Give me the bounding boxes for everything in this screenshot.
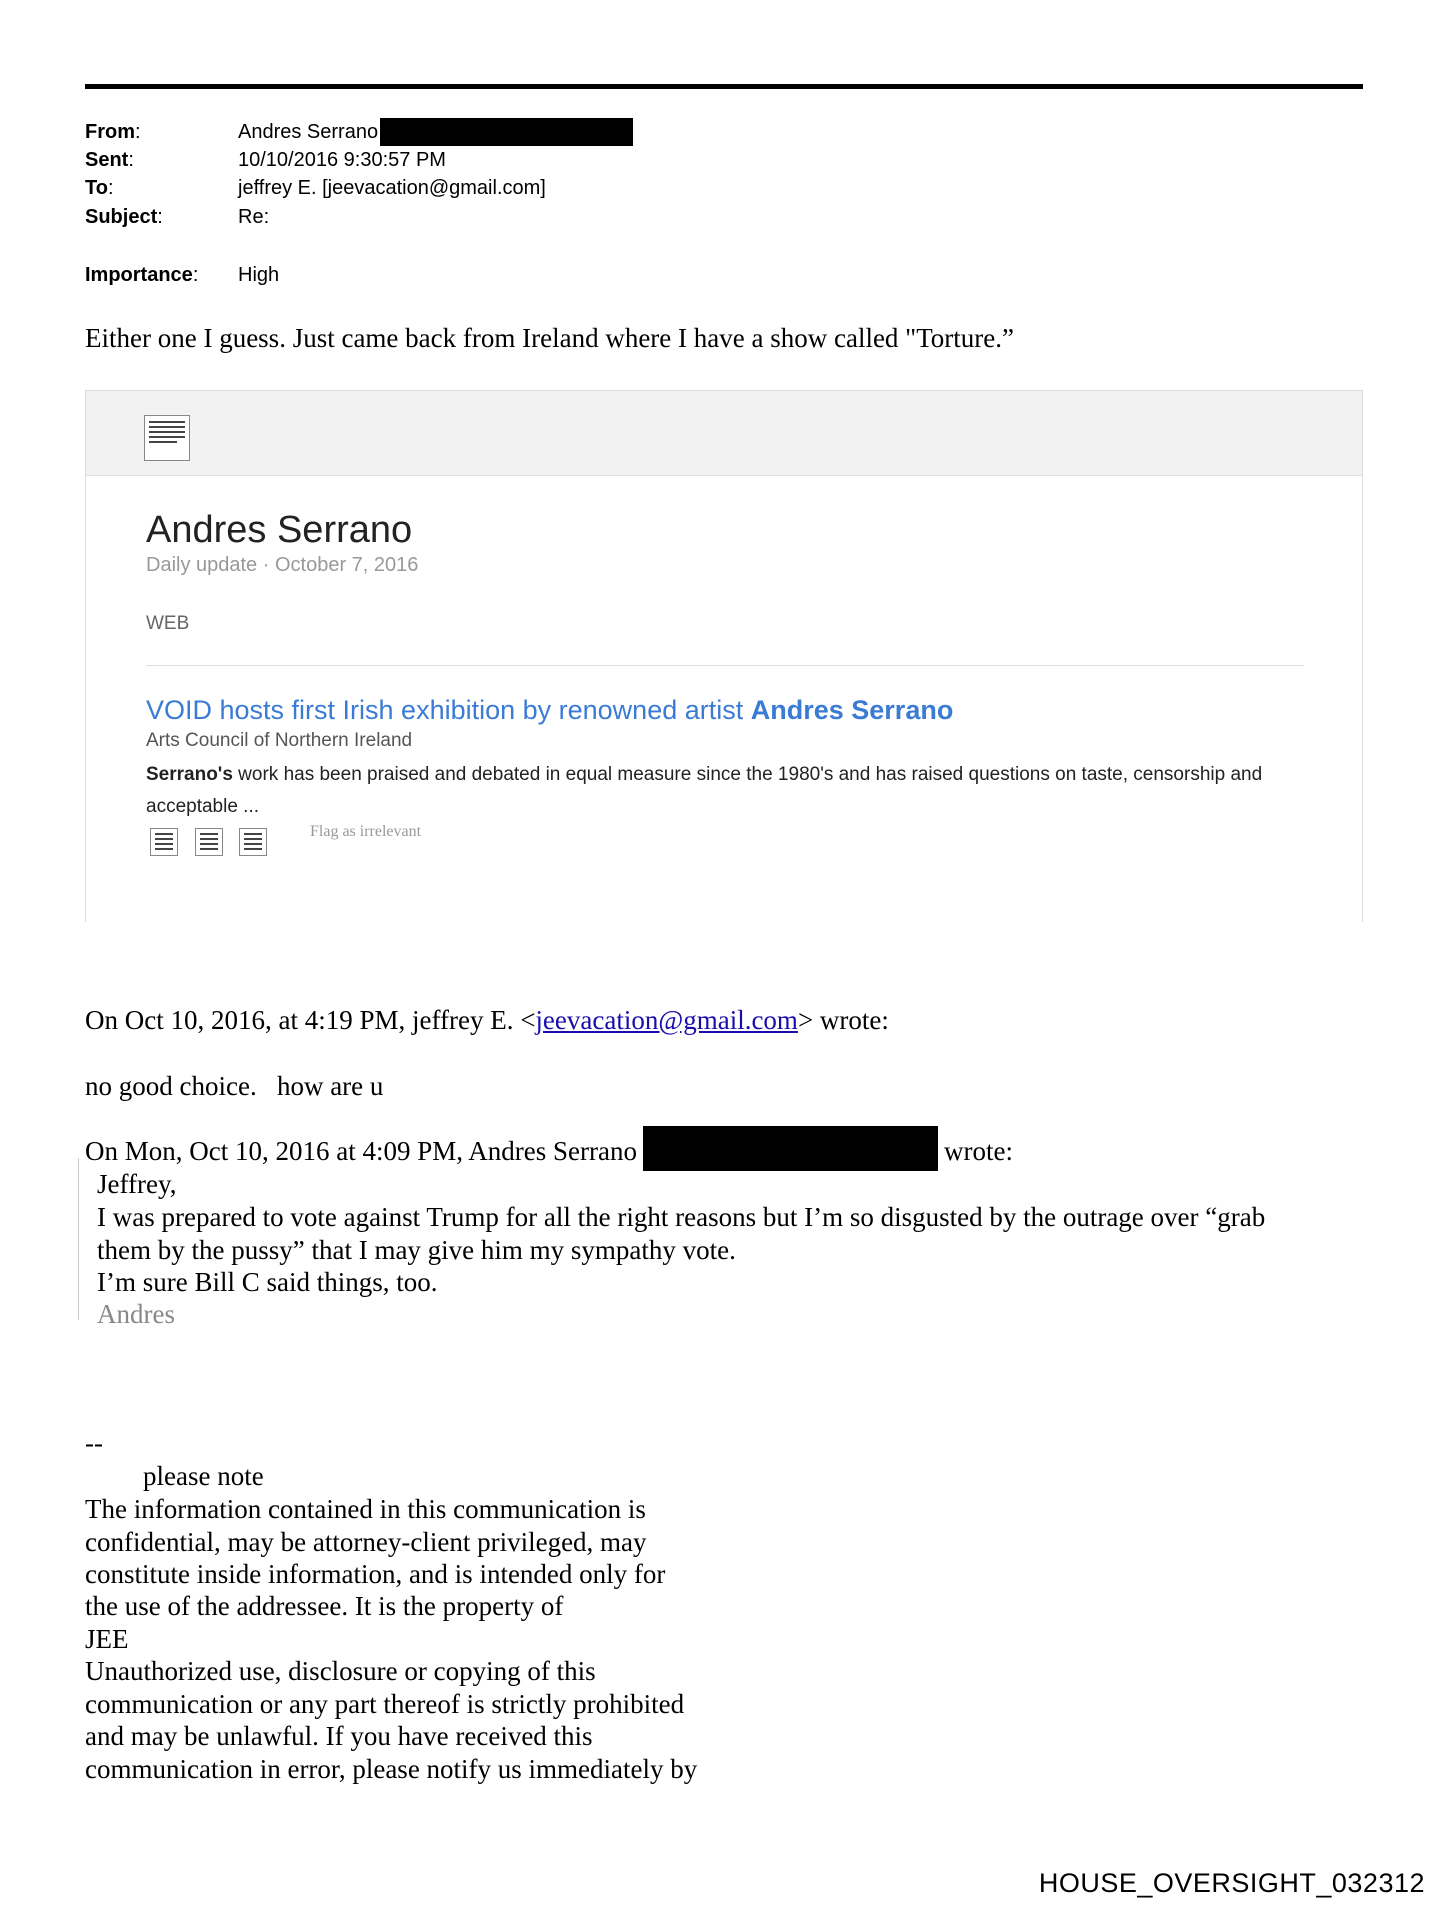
disclaimer-line: The information contained in this communication is [85,1494,646,1524]
article-title-link[interactable]: VOID hosts first Irish exhibition by renowned artist Andres Serrano [146,695,954,725]
reply1-header: On Oct 10, 2016, at 4:19 PM, jeffrey E. <jeevacation@gmail.com> wrote: [85,1005,889,1035]
card-section-label: WEB [146,613,190,634]
signature-note: please note [143,1461,264,1491]
sent-label: Sent: [85,149,134,171]
redaction-box [643,1126,938,1171]
article-snippet: Serrano's work has been praised and debated in equal measure since the 1980's and has raised questions on taste, censorship and acceptable ... [146,764,1263,817]
sent-value: 10/10/2016 9:30:57 PM [238,149,446,171]
disclaimer-line: the use of the addressee. It is the property of [85,1591,564,1621]
body-line: Either one I guess. Just came back from Ireland where I have a show called "Torture.” [85,323,1015,353]
quote-bar [78,1158,79,1320]
quoted-line: them by the pussy” that I may give him my sympathy vote. [97,1235,736,1265]
document-icon [144,415,190,461]
disclaimer-line: communication or any part thereof is strictly prohibited [85,1689,685,1719]
email-link[interactable]: jeevacation@gmail.com [535,1005,798,1035]
card-banner [86,391,1362,476]
flag-irrelevant-link[interactable]: Flag as irrelevant [310,823,422,840]
to-value: jeffrey E. [jeevacation@gmail.com] [238,177,546,199]
disclaimer-line: JEE [85,1624,129,1654]
disclaimer-line: confidential, may be attorney-client privileged, may [85,1527,647,1557]
card-subtitle: Daily update · October 7, 2016 [146,554,419,576]
quoted-line: I’m sure Bill C said things, too. [97,1267,438,1297]
from-label: From: [85,121,141,143]
share-icon[interactable] [239,828,267,856]
quoted-signoff: Andres [97,1299,175,1329]
disclaimer-line: and may be unlawful. If you have received this [85,1721,593,1751]
importance-value: High [238,264,280,286]
quoted-line: I was prepared to vote against Trump for all the right reasons but I’m so disgusted by the outrage over “grab [97,1202,1266,1232]
signature-dashes: -- [85,1428,103,1458]
disclaimer-line: Unauthorized use, disclosure or copying of this [85,1656,596,1686]
share-icon[interactable] [150,828,178,856]
alert-card [85,390,1363,922]
subject-value: Re: [238,206,270,228]
importance-label: Importance: [85,264,199,286]
article-source: Arts Council of Northern Ireland [146,730,413,751]
disclaimer-line: communication in error, please notify us immediately by [85,1754,698,1784]
reply1-body: no good choice. how are u [85,1071,384,1101]
reply2-header: On Mon, Oct 10, 2016 at 4:09 PM, Andres Serrano wrote: [85,1135,1013,1171]
from-value: Andres Serrano [238,121,379,143]
top-rule [85,84,1363,89]
to-label: To: [85,177,114,199]
card-title: Andres Serrano [146,509,413,551]
card-divider [146,665,1304,666]
share-icon[interactable] [195,828,223,856]
disclaimer-line: constitute inside information, and is intended only for [85,1559,666,1589]
quoted-line: Jeffrey, [97,1169,177,1199]
document-id: HOUSE_OVERSIGHT_032312 [1038,1868,1425,1898]
redaction-box [380,118,633,146]
subject-label: Subject: [85,206,163,228]
